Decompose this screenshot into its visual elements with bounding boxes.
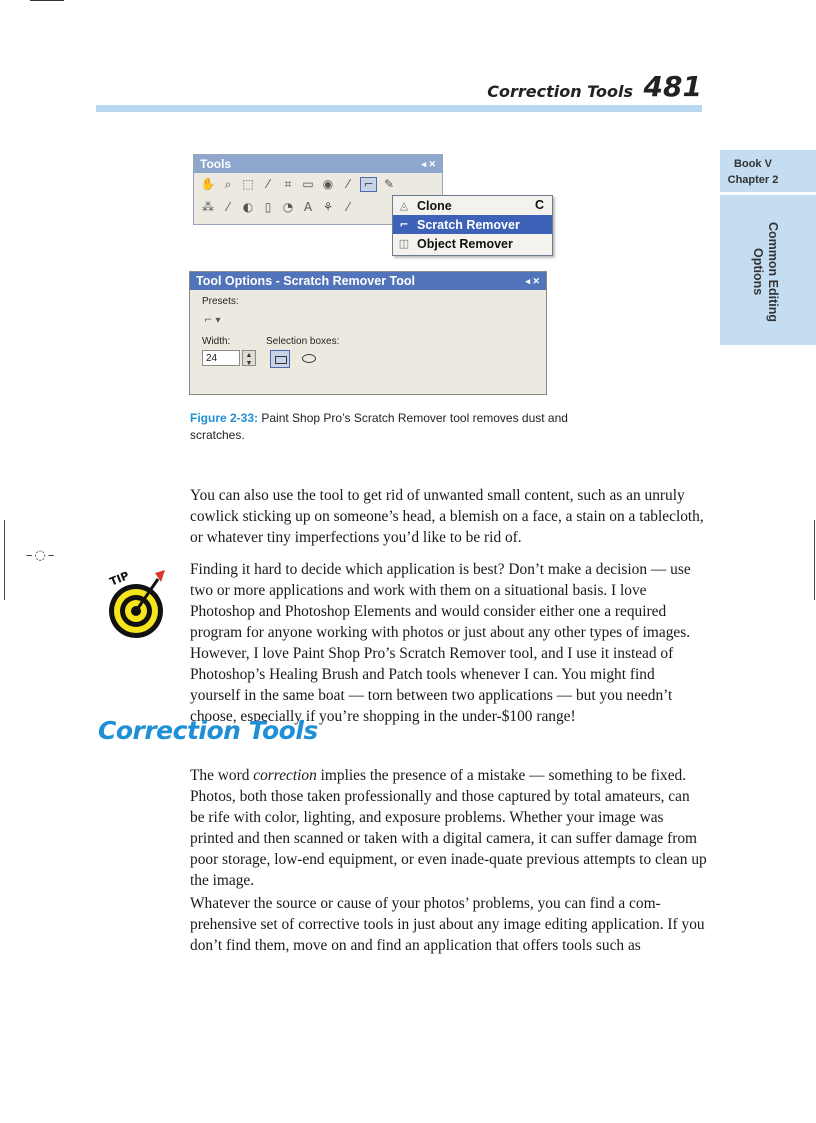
selection-tool-icon: ⬚ <box>242 177 254 191</box>
stamp-tool-icon: ⁂ <box>202 200 214 214</box>
crop-tool-icon: ⌗ <box>284 177 292 191</box>
menu-item-label: Scratch Remover <box>417 217 520 232</box>
menu-item-clone[interactable] <box>393 196 552 215</box>
makeover-icon: ⁄ <box>346 177 349 191</box>
clone-tool-icon: ⌐ <box>360 177 377 192</box>
shape-tool-icon: ▭ <box>302 177 314 191</box>
paint-brush-icon: ⁄ <box>226 200 229 214</box>
menu-item-object-remover[interactable] <box>393 234 552 253</box>
fill-tool-icon: ◐ <box>242 200 254 214</box>
presets-label: Presets: <box>202 296 239 307</box>
scratch-remover-icon: ⌐ <box>399 218 409 231</box>
flood-fill-icon: ◔ <box>282 200 294 214</box>
crop-mark-top <box>30 0 64 1</box>
tools-title: Tools <box>200 157 232 171</box>
chapter-label: Chapter 2 <box>727 174 779 186</box>
menu-item-scratch-remover[interactable] <box>393 215 552 234</box>
clone-brush-icon: ◬ <box>399 199 409 212</box>
tool-options-titlebar <box>190 272 546 290</box>
side-tab-book <box>720 150 816 192</box>
brush-tool-icon: ✎ <box>383 177 395 191</box>
book-label: Book V <box>734 158 772 170</box>
paragraph-2-emphasis: correction <box>253 767 317 784</box>
rectangle-selection-box-icon[interactable] <box>270 350 290 368</box>
eraser-tool-icon: ▯ <box>264 200 272 214</box>
figure-caption <box>190 410 610 444</box>
registration-mark-icon: –◌– <box>26 548 57 563</box>
tools-titlebar <box>194 155 442 173</box>
figure-caption-text: Paint Shop Pro’s Scratch Remover tool removes dust and scratches. <box>190 411 568 442</box>
paragraph-2-rest: implies the presence of a mistake — something to be fixed. Photos, both those taken professionally and those captured by total amateurs, can be rife with color, lighting, and exposure problems. Whether your image was printed and then scanned or taken with a digital camera, it can suffer damage from poor storage, low-end equipment, or even inade-quate previous attempts to clean up the image. <box>190 767 707 889</box>
page-number: 481 <box>643 70 702 103</box>
menu-item-label: Clone <box>417 198 452 213</box>
tip-target-icon <box>106 565 168 641</box>
paragraph-2-start: The word <box>190 767 254 784</box>
figure-caption-label: Figure 2-33: <box>190 411 259 425</box>
tip-paragraph: Finding it hard to decide which application is best? Don’t make a decision — use two or more applications and work with them on a situational basis. I love Photoshop and Photoshop Elements and would consider either one a required program for anyone working with photos or just about any other types of images. However, I love Paint Shop Pro’s Scratch Remover tool, and I use it instead of Photoshop’s Healing Brush and Patch tools whenever I can. You might find yourself in the same boat — torn between two applications — but you needn’t choose, especially if you’re shopping in the under-$100 range! <box>190 561 691 725</box>
zoom-tool-icon: ⌕ <box>224 177 232 191</box>
tip-label: TIP <box>107 569 132 589</box>
tools-window-controls: ◂ ✕ <box>421 159 436 169</box>
pan-tool-icon: ✋ <box>200 177 216 191</box>
menu-item-shortcut: C <box>534 198 544 212</box>
chapter-title: Common Editing Options <box>751 222 780 322</box>
paragraph-3: Whatever the source or cause of your photos’ problems, you can find a com-prehensive set of corrective tools in just about any image editing application. If you don’t find them, move on and find an application that offers tools such as <box>190 895 705 954</box>
red-eye-icon: ◉ <box>322 177 334 191</box>
crop-mark-right <box>814 520 815 600</box>
ellipse-selection-box-icon[interactable] <box>302 354 316 363</box>
paragraph-1: You can also use the tool to get rid of unwanted small content, such as an unruly cowlick sticking up on someone’s head, a blemish on a face, a stain on a tablecloth, or whatever tiny imperfections you’d like to be rid of. <box>190 487 704 546</box>
menu-item-label: Object Remover <box>417 236 513 251</box>
width-spinner-icon[interactable]: ▲ ▼ <box>242 350 256 366</box>
side-tab-chapter <box>720 195 816 345</box>
object-remover-icon: ◫ <box>398 237 410 250</box>
presets-dropdown-icon[interactable]: ⌐ ▾ <box>204 315 221 326</box>
width-input[interactable]: 24 <box>202 350 240 366</box>
running-head: Correction Tools <box>487 82 633 101</box>
tool-options-title: Tool Options - Scratch Remover Tool <box>196 274 416 288</box>
crop-mark-left <box>4 520 5 600</box>
width-label: Width: <box>202 336 231 347</box>
tool-options-palette-screenshot <box>189 271 547 395</box>
paragraph-2 <box>190 765 708 891</box>
picture-tube-icon: ⚘ <box>322 200 334 214</box>
tool-row-1 <box>194 173 442 196</box>
header-rule <box>96 105 702 112</box>
text-tool-icon: A <box>303 200 313 214</box>
dropper-icon: ⁄ <box>266 177 269 191</box>
airbrush-icon: ⁄ <box>346 200 349 214</box>
section-heading: Correction Tools <box>98 716 318 745</box>
tool-options-window-controls: ◂ ✕ <box>525 276 540 286</box>
clone-tools-flyout-menu <box>392 195 553 256</box>
selection-boxes-label: Selection boxes: <box>266 336 340 347</box>
